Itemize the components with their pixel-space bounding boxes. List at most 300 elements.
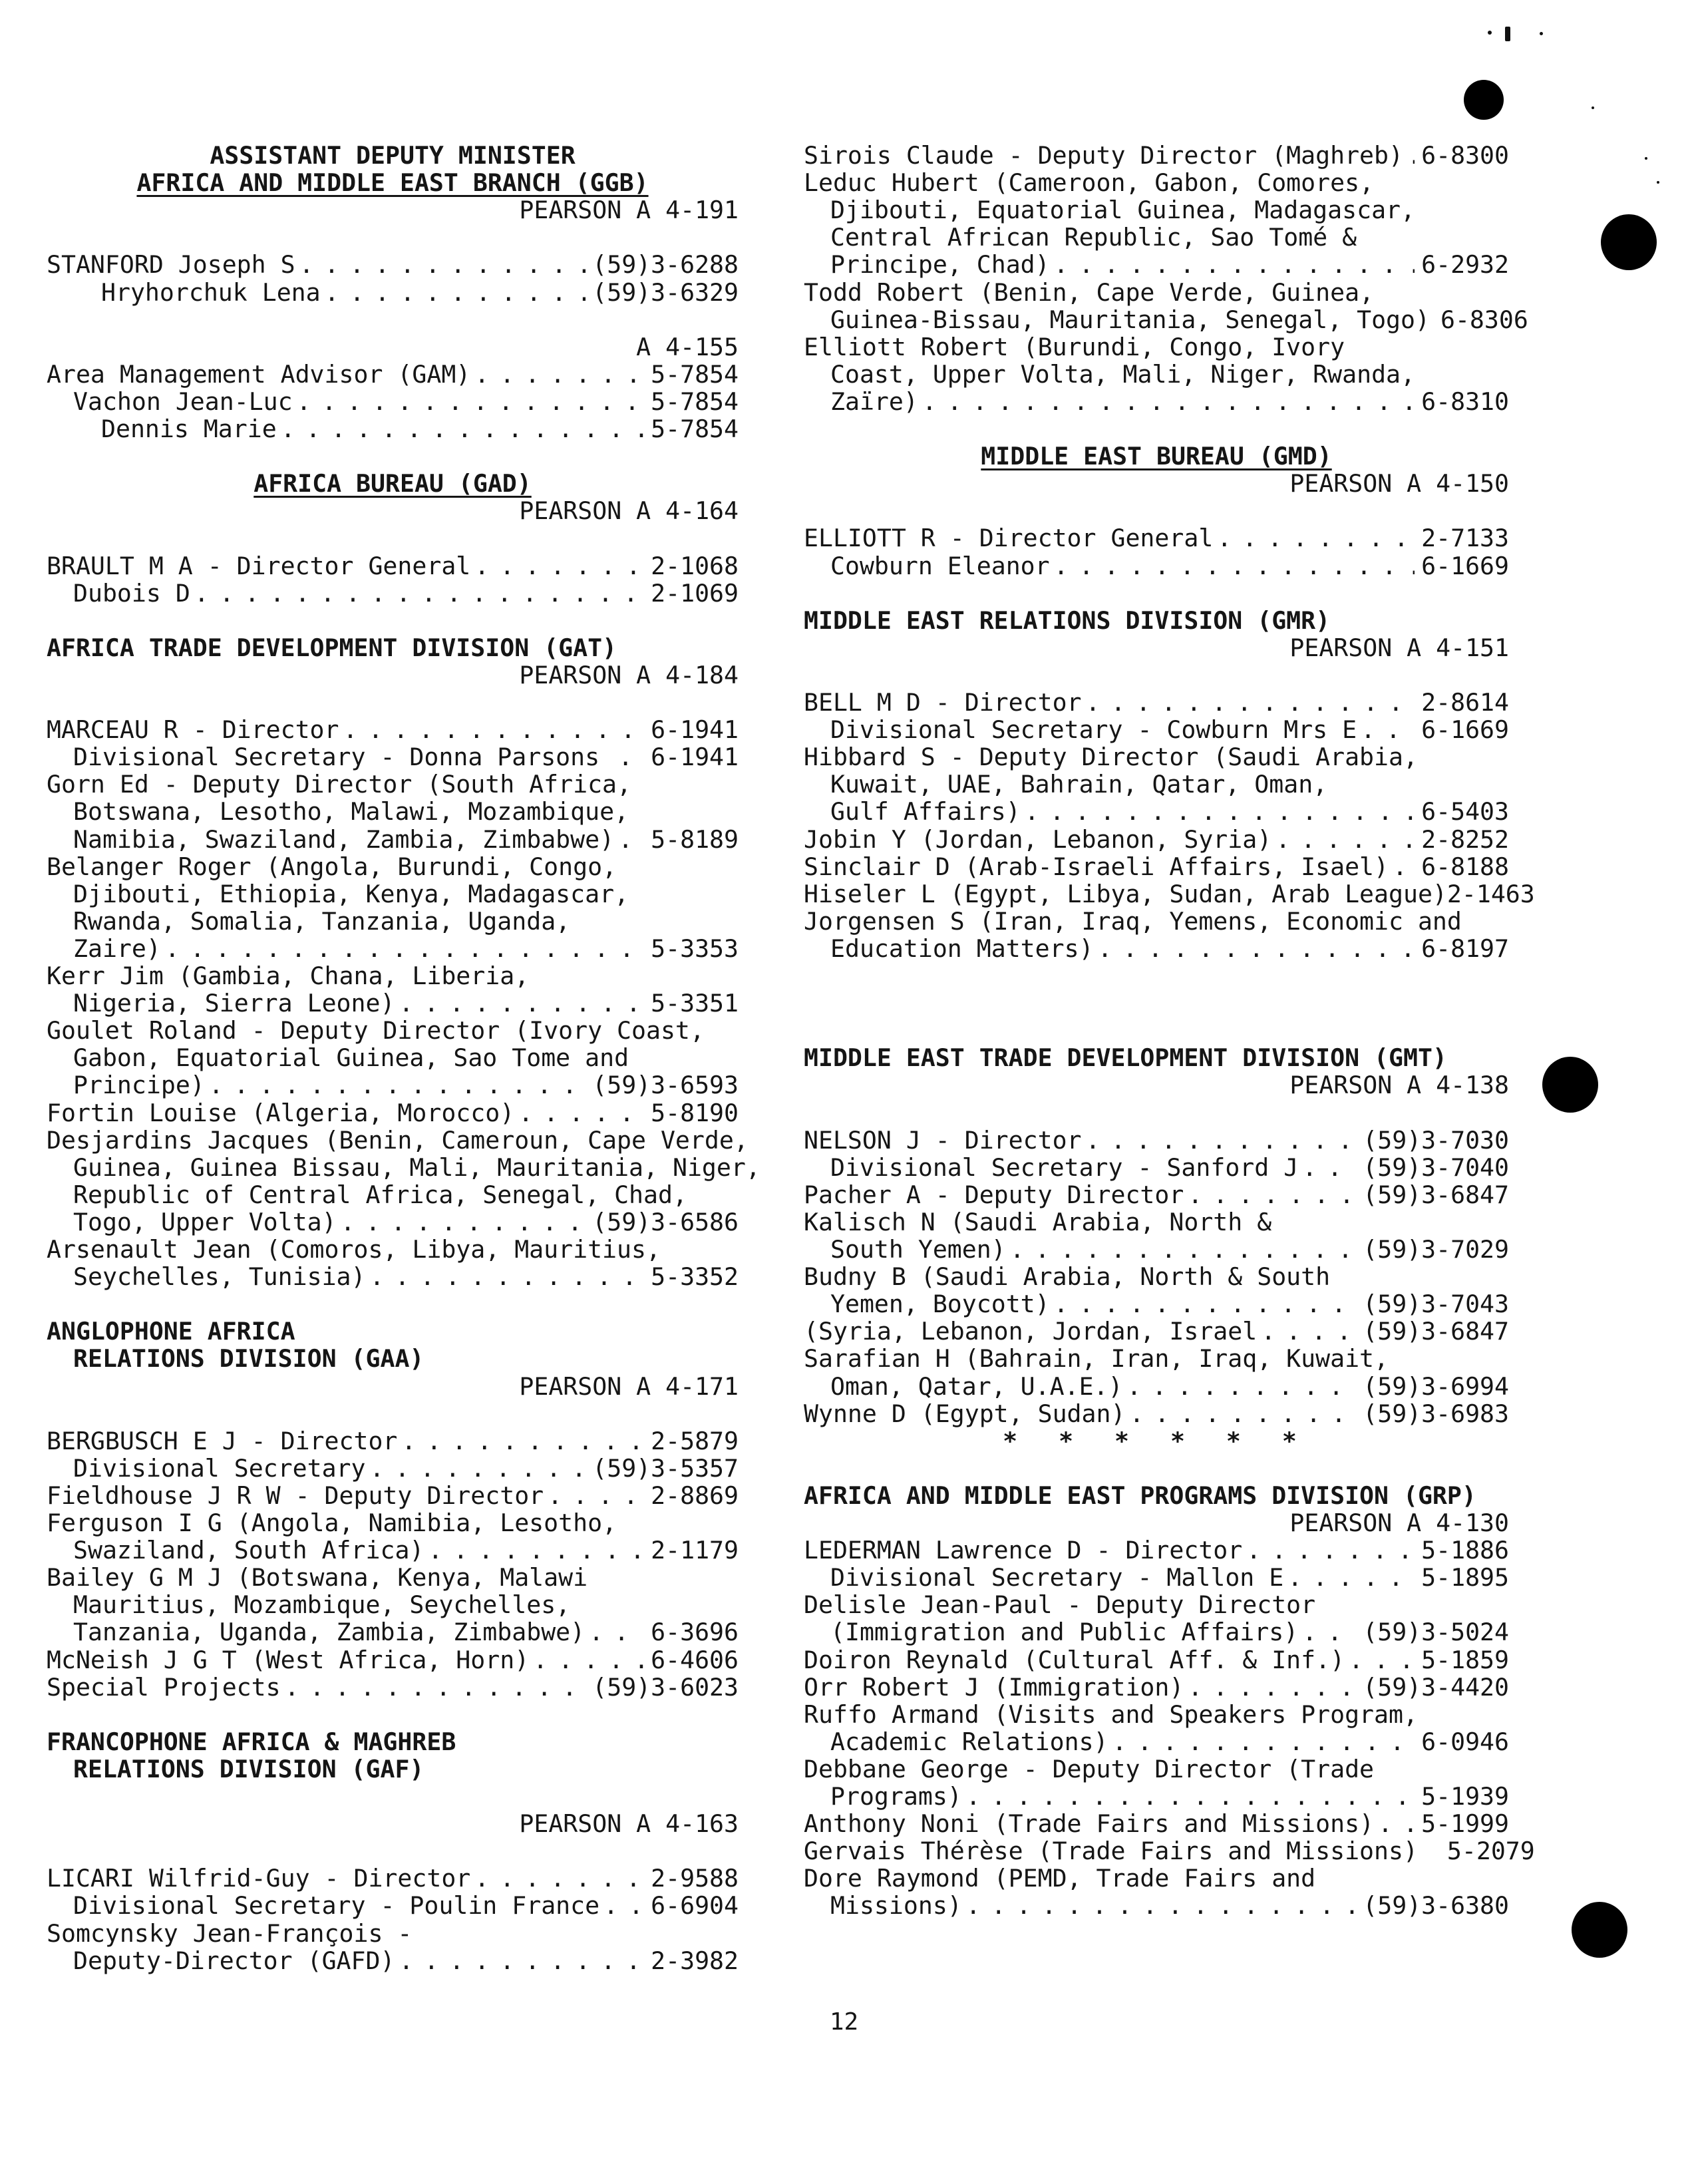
phone-extension: 6-2932 [1421, 250, 1509, 279]
dot-leader [366, 1454, 586, 1483]
entry-name: Vachon Jean-Luc [73, 387, 293, 416]
entry-text-line: Guinea, Guinea Bissau, Mali, Mauritania, Niger, [73, 1153, 760, 1182]
dot-leader [424, 1536, 644, 1565]
entry-text-line: Kuwait, UAE, Bahrain, Qatar, Oman, [830, 770, 1328, 799]
entry-name: Orr Robert J (Immigration) [804, 1672, 1184, 1702]
entry-name: Doiron Reynald (Cultural Aff. & Inf.) [804, 1645, 1345, 1674]
directory-entry [804, 1317, 1509, 1346]
phone-extension: 6-8188 [1421, 852, 1509, 881]
entry-name: Gulf Affairs) [830, 797, 1021, 826]
directory-entry [804, 1153, 1509, 1183]
entry-name: Divisional Secretary - Donna Parsons [73, 743, 615, 772]
entry-name: Fieldhouse J R W - Deputy Director [47, 1481, 544, 1510]
entry-name: Special Projects [47, 1672, 281, 1702]
dot-leader [614, 825, 644, 854]
phone-extension: (59)3-6994 [1363, 1371, 1509, 1401]
blank-line [804, 962, 1509, 991]
entry-name: Seychelles, Tunisia) [73, 1262, 366, 1292]
dot-leader [395, 989, 644, 1018]
directory-entry [47, 579, 739, 608]
blank-line [47, 442, 739, 471]
entry-text-line: Coast, Upper Volta, Mali, Niger, Rwanda, [830, 359, 1415, 389]
section-heading [47, 1344, 739, 1373]
dot-leader [962, 1782, 1415, 1811]
phone-extension: 2-8252 [1421, 824, 1509, 854]
left-column [47, 0, 760, 1996]
phone-extension: 6-8310 [1421, 387, 1509, 416]
dot-leader [529, 1646, 644, 1675]
scan-speck [1505, 27, 1510, 41]
directory-entry [804, 825, 1509, 854]
directory-entry [804, 1809, 1509, 1839]
blank-line [47, 1700, 739, 1729]
phone-extension: (59)3-7030 [1363, 1125, 1509, 1155]
blank-line [47, 223, 739, 252]
dot-leader [1374, 1809, 1415, 1839]
dot-leader [293, 387, 645, 417]
phone-extension: 2-1179 [651, 1536, 739, 1565]
dot-leader [1213, 524, 1415, 553]
entry-name: Deputy-Director (GAFD) [73, 1946, 395, 1975]
room-location: PEARSON A 4-151 [1289, 633, 1509, 662]
dot-leader [395, 1946, 644, 1976]
section-heading-text: AFRICA AND MIDDLE EAST BRANCH (GGB) [136, 168, 649, 198]
entry-name: BRAULT M A - Director General [47, 551, 471, 580]
section-heading-text: AFRICA AND MIDDLE EAST PROGRAMS DIVISION (GRP) [804, 1481, 1476, 1510]
dot-leader [161, 934, 644, 964]
entry-name: Divisional Secretary - Cowburn Mrs E [830, 715, 1357, 745]
dot-leader [1389, 852, 1415, 882]
blank-line [47, 1837, 739, 1866]
directory-entry [804, 715, 1509, 745]
section-heading [47, 634, 739, 663]
directory-entry [804, 1673, 1509, 1702]
entry-name: Divisional Secretary [73, 1453, 366, 1483]
scan-speck [1592, 106, 1594, 109]
directory-entry [804, 1536, 1509, 1565]
directory-entry [47, 1208, 739, 1237]
entry-text-line: Gervais Thérèse (Trade Fairs and Missions) 5-2079 [804, 1837, 1535, 1866]
entry-name: Tanzania, Uganda, Zambia, Zimbabwe) [73, 1618, 586, 1647]
section-heading [47, 1755, 739, 1784]
phone-extension: (59)3-6983 [1363, 1399, 1509, 1428]
directory-entry [804, 141, 1509, 170]
phone-extension: (59)3-4420 [1363, 1672, 1509, 1702]
phone-extension: (59)3-6380 [1363, 1891, 1509, 1920]
entry-name: Swaziland, South Africa) [73, 1536, 424, 1565]
directory-entry [47, 743, 739, 772]
section-heading-text: ANGLOPHONE AFRICA [47, 1317, 295, 1346]
entry-name: Programs) [830, 1782, 962, 1811]
dot-leader [1283, 1563, 1415, 1592]
section-heading-text: FRANCOPHONE AFRICA & MAGHREB [47, 1727, 456, 1756]
entry-name: Yemen, Boycott) [830, 1290, 1050, 1319]
blank-line [804, 579, 1509, 608]
room-location: PEARSON A 4-184 [519, 660, 739, 689]
dot-leader [277, 415, 644, 444]
dot-leader [1050, 250, 1415, 279]
blank-line [804, 1016, 1509, 1045]
entry-text-line: Jorgensen S (Iran, Iraq, Yemens, Economic and [804, 906, 1462, 936]
entry-text-line: Arsenault Jean (Comoros, Libya, Mauritius, [47, 1235, 661, 1264]
phone-extension: (59)3-6847 [1363, 1180, 1509, 1209]
entry-text-line: Debbane George - Deputy Director (Trade [804, 1754, 1375, 1783]
phone-extension: (59)3-7029 [1363, 1235, 1509, 1264]
directory-entry [47, 825, 739, 854]
dot-leader [1298, 1618, 1356, 1647]
directory-entry [804, 1782, 1509, 1811]
room-location: PEARSON A 4-130 [1289, 1509, 1509, 1537]
entry-text-line: Dore Raymond (PEMD, Trade Fairs and [804, 1864, 1316, 1893]
phone-extension: 6-8306 [1440, 305, 1528, 334]
dot-leader [1050, 1290, 1357, 1319]
entry-name: Divisional Secretary - Mallon E [830, 1563, 1284, 1592]
entry-text-line: Botswana, Lesotho, Malawi, Mozambique, [73, 797, 629, 826]
dot-leader [281, 1673, 586, 1702]
phone-extension: 6-1941 [651, 743, 739, 772]
section-separator: * * * * * * [1003, 1426, 1310, 1455]
entry-name: (Syria, Lebanon, Jordan, Israel [804, 1317, 1258, 1346]
entry-name: Principe) [73, 1071, 205, 1100]
directory-entry [47, 715, 739, 745]
blank-line [804, 496, 1509, 526]
entry-name: LEDERMAN Lawrence D - Director [804, 1536, 1243, 1565]
phone-extension: 5-7854 [651, 415, 739, 443]
directory-entry [804, 1290, 1509, 1319]
dot-leader [614, 743, 644, 772]
phone-extension: 2-1068 [651, 551, 739, 580]
entry-text-line: Desjardins Jacques (Benin, Cameroun, Cape Verde, [47, 1125, 749, 1155]
dot-leader [544, 1481, 644, 1511]
entry-name: Missions) [830, 1891, 962, 1920]
dot-leader [599, 1891, 644, 1920]
phone-extension: 6-8300 [1421, 141, 1509, 170]
blank-line [804, 1454, 1509, 1483]
phone-extension: 2-8869 [651, 1481, 739, 1510]
entry-name: MARCEAU R - Director [47, 715, 339, 745]
entry-text-line: Djibouti, Equatorial Guinea, Madagascar, [830, 196, 1415, 225]
section-heading [47, 1728, 739, 1757]
room-location: PEARSON A 4-164 [519, 496, 739, 526]
directory-entry [47, 552, 739, 581]
entry-name: ELLIOTT R - Director General [804, 524, 1214, 553]
directory-entry [47, 1536, 739, 1565]
entry-text-line: Kalisch N (Saudi Arabia, North & [804, 1207, 1272, 1236]
dot-leader [321, 278, 586, 307]
blank-line [804, 661, 1509, 690]
phone-extension: (59)3-7043 [1363, 1290, 1509, 1319]
section-heading-text: MIDDLE EAST RELATIONS DIVISION (GMR) [804, 606, 1331, 635]
entry-text-line: Mauritius, Mozambique, Seychelles, [73, 1590, 571, 1620]
directory-entry [804, 1126, 1509, 1155]
phone-extension: 2-1069 [651, 578, 739, 608]
phone-extension: 6-1669 [1421, 551, 1509, 580]
entry-name: Cowburn Eleanor [830, 551, 1050, 580]
entry-text-line: Leduc Hubert (Cameroon, Gabon, Comores, [804, 168, 1375, 198]
section-heading [804, 1481, 1509, 1511]
directory-entry [47, 1481, 739, 1511]
dot-leader [1108, 1728, 1415, 1757]
phone-extension: 5-7854 [651, 387, 739, 416]
blank-line [804, 989, 1509, 1018]
entry-name: BERGBUSCH E J - Director [47, 1426, 398, 1455]
room-location: PEARSON A 4-163 [519, 1809, 739, 1839]
entry-name: South Yemen) [830, 1235, 1006, 1264]
phone-extension: (59)3-6329 [592, 277, 739, 307]
entry-text-line: Hibbard S - Deputy Director (Saudi Arabia, [804, 743, 1418, 772]
entry-name: NELSON J - Director [804, 1125, 1082, 1155]
binder-hole-upper [1601, 214, 1657, 270]
section-heading-text: MIDDLE EAST TRADE DEVELOPMENT DIVISION (GMT) [804, 1043, 1447, 1073]
phone-extension: 6-1941 [651, 715, 739, 745]
dot-leader [1082, 688, 1415, 717]
directory-entry [47, 1646, 739, 1675]
phone-extension: (59)3-6023 [592, 1672, 739, 1702]
phone-extension: 5-1895 [1421, 1563, 1509, 1592]
section-heading [47, 1317, 739, 1346]
directory-entry [47, 989, 739, 1018]
entry-name: Academic Relations) [830, 1727, 1108, 1756]
entry-name: Hryhorchuk Lena [101, 277, 321, 307]
dot-leader [1271, 825, 1415, 854]
entry-text-line: Belanger Roger (Angola, Burundi, Congo, [47, 852, 617, 881]
dot-leader [1082, 1126, 1357, 1155]
phone-extension: (59)3-5024 [1363, 1618, 1509, 1647]
directory-entry [47, 1262, 739, 1292]
directory-entry [47, 278, 739, 307]
dot-leader [366, 1262, 645, 1292]
directory-entry [804, 305, 1528, 335]
directory-entry [804, 797, 1509, 826]
directory-entry [804, 1372, 1509, 1401]
binder-hole-middle [1542, 1057, 1598, 1113]
directory-entry [804, 1618, 1509, 1647]
directory-entry [47, 387, 739, 417]
dot-leader [1403, 141, 1415, 170]
entry-text-line: Rwanda, Somalia, Tanzania, Uganda, [73, 906, 571, 936]
dot-leader [470, 1864, 644, 1893]
entry-text-line: Bailey G M J (Botswana, Kenya, Malawi [47, 1563, 588, 1592]
entry-text-line: Sarafian H (Bahrain, Iran, Iraq, Kuwait, [804, 1344, 1389, 1373]
entry-name: Zaïre) [830, 387, 918, 416]
blank-line [47, 1399, 739, 1429]
entry-text-line: Gorn Ed - Deputy Director (South Africa, [47, 770, 631, 799]
entry-name: Pacher A - Deputy Director [804, 1180, 1184, 1209]
blank-line [47, 524, 739, 553]
entry-text-line: Goulet Roland - Deputy Director (Ivory Coast, [47, 1016, 705, 1045]
dot-leader [1357, 715, 1415, 745]
scan-speck [1540, 32, 1543, 35]
entry-name: Fortin Louise (Algeria, Morocco) [47, 1098, 515, 1127]
entry-text-line: Ruffo Armand (Visits and Speakers Program, [804, 1700, 1418, 1729]
directory-entry [804, 387, 1509, 417]
phone-extension: 6-6904 [651, 1891, 739, 1920]
phone-extension: (59)3-6847 [1363, 1317, 1509, 1346]
section-heading-text: MIDDLE EAST BUREAU (GMD) [981, 442, 1332, 471]
entry-name: Wynne D (Egypt, Sudan) [804, 1399, 1126, 1428]
directory-entry [804, 1891, 1509, 1920]
directory-entry [804, 524, 1509, 553]
phone-extension: 5-8189 [651, 824, 739, 854]
phone-extension: 5-3352 [651, 1262, 739, 1292]
phone-extension: 2-3982 [651, 1946, 739, 1975]
room-location: PEARSON A 4-150 [1289, 469, 1509, 498]
right-column [804, 0, 1535, 1996]
phone-extension: 5-1939 [1421, 1782, 1509, 1811]
phone-extension: (59)3-5357 [592, 1453, 739, 1483]
dot-leader [1184, 1181, 1356, 1210]
dot-leader [962, 1891, 1356, 1920]
phone-extension: 6-8197 [1421, 934, 1509, 963]
dot-leader [918, 387, 1415, 417]
entry-name: Sirois Claude - Deputy Director (Maghreb) [804, 141, 1403, 170]
entry-name: Divisional Secretary - Sanford J [830, 1153, 1299, 1182]
entry-name: Education Matters) [830, 934, 1094, 963]
dot-leader [295, 250, 586, 279]
directory-entry [804, 688, 1509, 717]
directory-entry [47, 360, 739, 389]
entry-text-line: Republic of Central Africa, Senegal, Chad, [73, 1180, 687, 1209]
room-location: PEARSON A 4-138 [1289, 1071, 1509, 1100]
dot-leader [1184, 1673, 1356, 1702]
entry-text-line: Delisle Jean-Paul - Deputy Director [804, 1590, 1316, 1620]
section-heading [804, 606, 1509, 636]
binder-hole-top [1464, 80, 1504, 120]
phone-extension: 2-5879 [651, 1426, 739, 1455]
scan-speck [1488, 31, 1492, 35]
blank-line [47, 1290, 739, 1319]
phone-extension: (59)3-6586 [592, 1207, 739, 1236]
directory-entry [804, 852, 1509, 882]
phone-extension: 5-3351 [651, 989, 739, 1018]
dot-leader [190, 579, 644, 608]
phone-extension: 2-8614 [1421, 688, 1509, 717]
room-location: PEARSON A 4-191 [519, 196, 739, 225]
dot-leader [397, 1427, 644, 1456]
dot-leader [585, 1618, 644, 1647]
entry-name: Guinea-Bissau, Mauritania, Senegal, Togo) [830, 305, 1430, 334]
directory-entry [804, 1728, 1509, 1757]
entry-name: Jobin Y (Jordan, Lebanon, Syria) [804, 824, 1272, 854]
phone-extension: 5-1999 [1421, 1809, 1509, 1839]
directory-entry [804, 1181, 1509, 1210]
dot-leader [470, 360, 644, 389]
phone-extension: 5-8190 [651, 1098, 739, 1127]
directory-entry [47, 415, 739, 444]
section-heading-text: AFRICA TRADE DEVELOPMENT DIVISION (GAT) [47, 633, 617, 662]
section-heading-text: AFRICA BUREAU (GAD) [253, 469, 532, 498]
dot-leader [1006, 1235, 1357, 1264]
blank-line [47, 305, 739, 335]
directory-entry [804, 1399, 1509, 1429]
directory-entry [47, 1891, 739, 1920]
phone-extension: 6-3696 [651, 1618, 739, 1647]
directory-entry [804, 552, 1509, 581]
section-heading [47, 141, 739, 170]
page-number: 12 [829, 2008, 859, 2036]
entry-name: Zaire) [73, 934, 161, 963]
phone-extension: 5-1886 [1421, 1536, 1509, 1565]
phone-extension: (59)3-7040 [1363, 1153, 1509, 1182]
phone-extension: 6-1669 [1421, 715, 1509, 745]
entry-text-line: Gabon, Equatorial Guinea, Sao Tome and [73, 1043, 629, 1073]
directory-entry [47, 1946, 739, 1976]
directory-entry [47, 1099, 739, 1128]
blank-line [804, 415, 1509, 444]
directory-entry [47, 1673, 739, 1702]
directory-entry [804, 934, 1509, 964]
entry-name: Area Management Advisor (GAM) [47, 359, 471, 389]
directory-entry [804, 1563, 1509, 1592]
directory-entry [804, 250, 1509, 279]
room-location: A 4-155 [636, 332, 739, 361]
entry-name: Namibia, Swaziland, Zambia, Zimbabwe) [73, 824, 615, 854]
directory-entry [804, 1235, 1509, 1264]
entry-name: Anthony Noni (Trade Fairs and Missions) [804, 1809, 1375, 1839]
directory-entry [47, 1454, 739, 1483]
entry-text-line: Elliott Robert (Burundi, Congo, Ivory [804, 332, 1345, 361]
dot-leader [1094, 934, 1415, 964]
directory-entry [47, 1864, 739, 1893]
dot-leader [1345, 1646, 1415, 1675]
dot-leader [1021, 797, 1415, 826]
dot-leader [205, 1071, 586, 1100]
directory-entry [47, 1071, 739, 1100]
entry-name: Sinclair D (Arab-Israeli Affairs, Isael) [804, 852, 1389, 881]
entry-name: Togo, Upper Volta) [73, 1207, 337, 1236]
section-heading [804, 1043, 1509, 1073]
phone-extension: 5-7854 [651, 359, 739, 389]
entry-name: McNeish J G T (West Africa, Horn) [47, 1645, 530, 1674]
dot-leader [1050, 552, 1415, 581]
phone-extension: 6-0946 [1421, 1727, 1509, 1756]
blank-line [47, 688, 739, 717]
entry-name: STANFORD Joseph S [47, 250, 295, 279]
entry-text-line: Budny B (Saudi Arabia, North & South [804, 1262, 1331, 1292]
phone-extension: 2-7133 [1421, 524, 1509, 553]
dot-leader [339, 715, 645, 745]
dot-leader [1298, 1153, 1356, 1183]
section-heading-text: RELATIONS DIVISION (GAF) [73, 1754, 424, 1783]
section-heading [47, 168, 739, 198]
entry-name: BELL M D - Director [804, 688, 1082, 717]
dot-leader [1242, 1536, 1415, 1565]
blank-line [804, 1099, 1509, 1128]
blank-line [47, 606, 739, 636]
phone-extension: (59)3-6593 [592, 1071, 739, 1100]
entry-text-line: Kerr Jim (Gambia, Chana, Liberia, [47, 962, 530, 990]
entry-text-line: Ferguson I G (Angola, Namibia, Lesotho, [47, 1509, 617, 1537]
scan-speck [1657, 181, 1659, 184]
directory-entry [47, 1618, 739, 1647]
phone-extension: 6-4606 [651, 1645, 739, 1674]
dot-leader [1125, 1399, 1356, 1429]
section-heading [47, 469, 739, 498]
dot-leader [1257, 1317, 1356, 1346]
directory-entry [804, 1646, 1509, 1675]
scan-speck [1645, 157, 1647, 160]
entry-text-line: Djibouti, Ethiopia, Kenya, Madagascar, [73, 879, 629, 908]
entry-name: Dennis Marie [101, 415, 277, 443]
entry-name: (Immigration and Public Affairs) [830, 1618, 1299, 1647]
entry-text-line: Somcynsky Jean-François - [47, 1918, 413, 1948]
entry-name: LICARI Wilfrid-Guy - Director [47, 1864, 471, 1893]
room-location: PEARSON A 4-171 [519, 1371, 739, 1401]
entry-name: Dubois D [73, 578, 190, 608]
entry-text-line: Todd Robert (Benin, Cape Verde, Guinea, [804, 277, 1375, 307]
entry-name: Nigeria, Sierra Leone) [73, 989, 395, 1018]
directory-entry [47, 1427, 739, 1456]
